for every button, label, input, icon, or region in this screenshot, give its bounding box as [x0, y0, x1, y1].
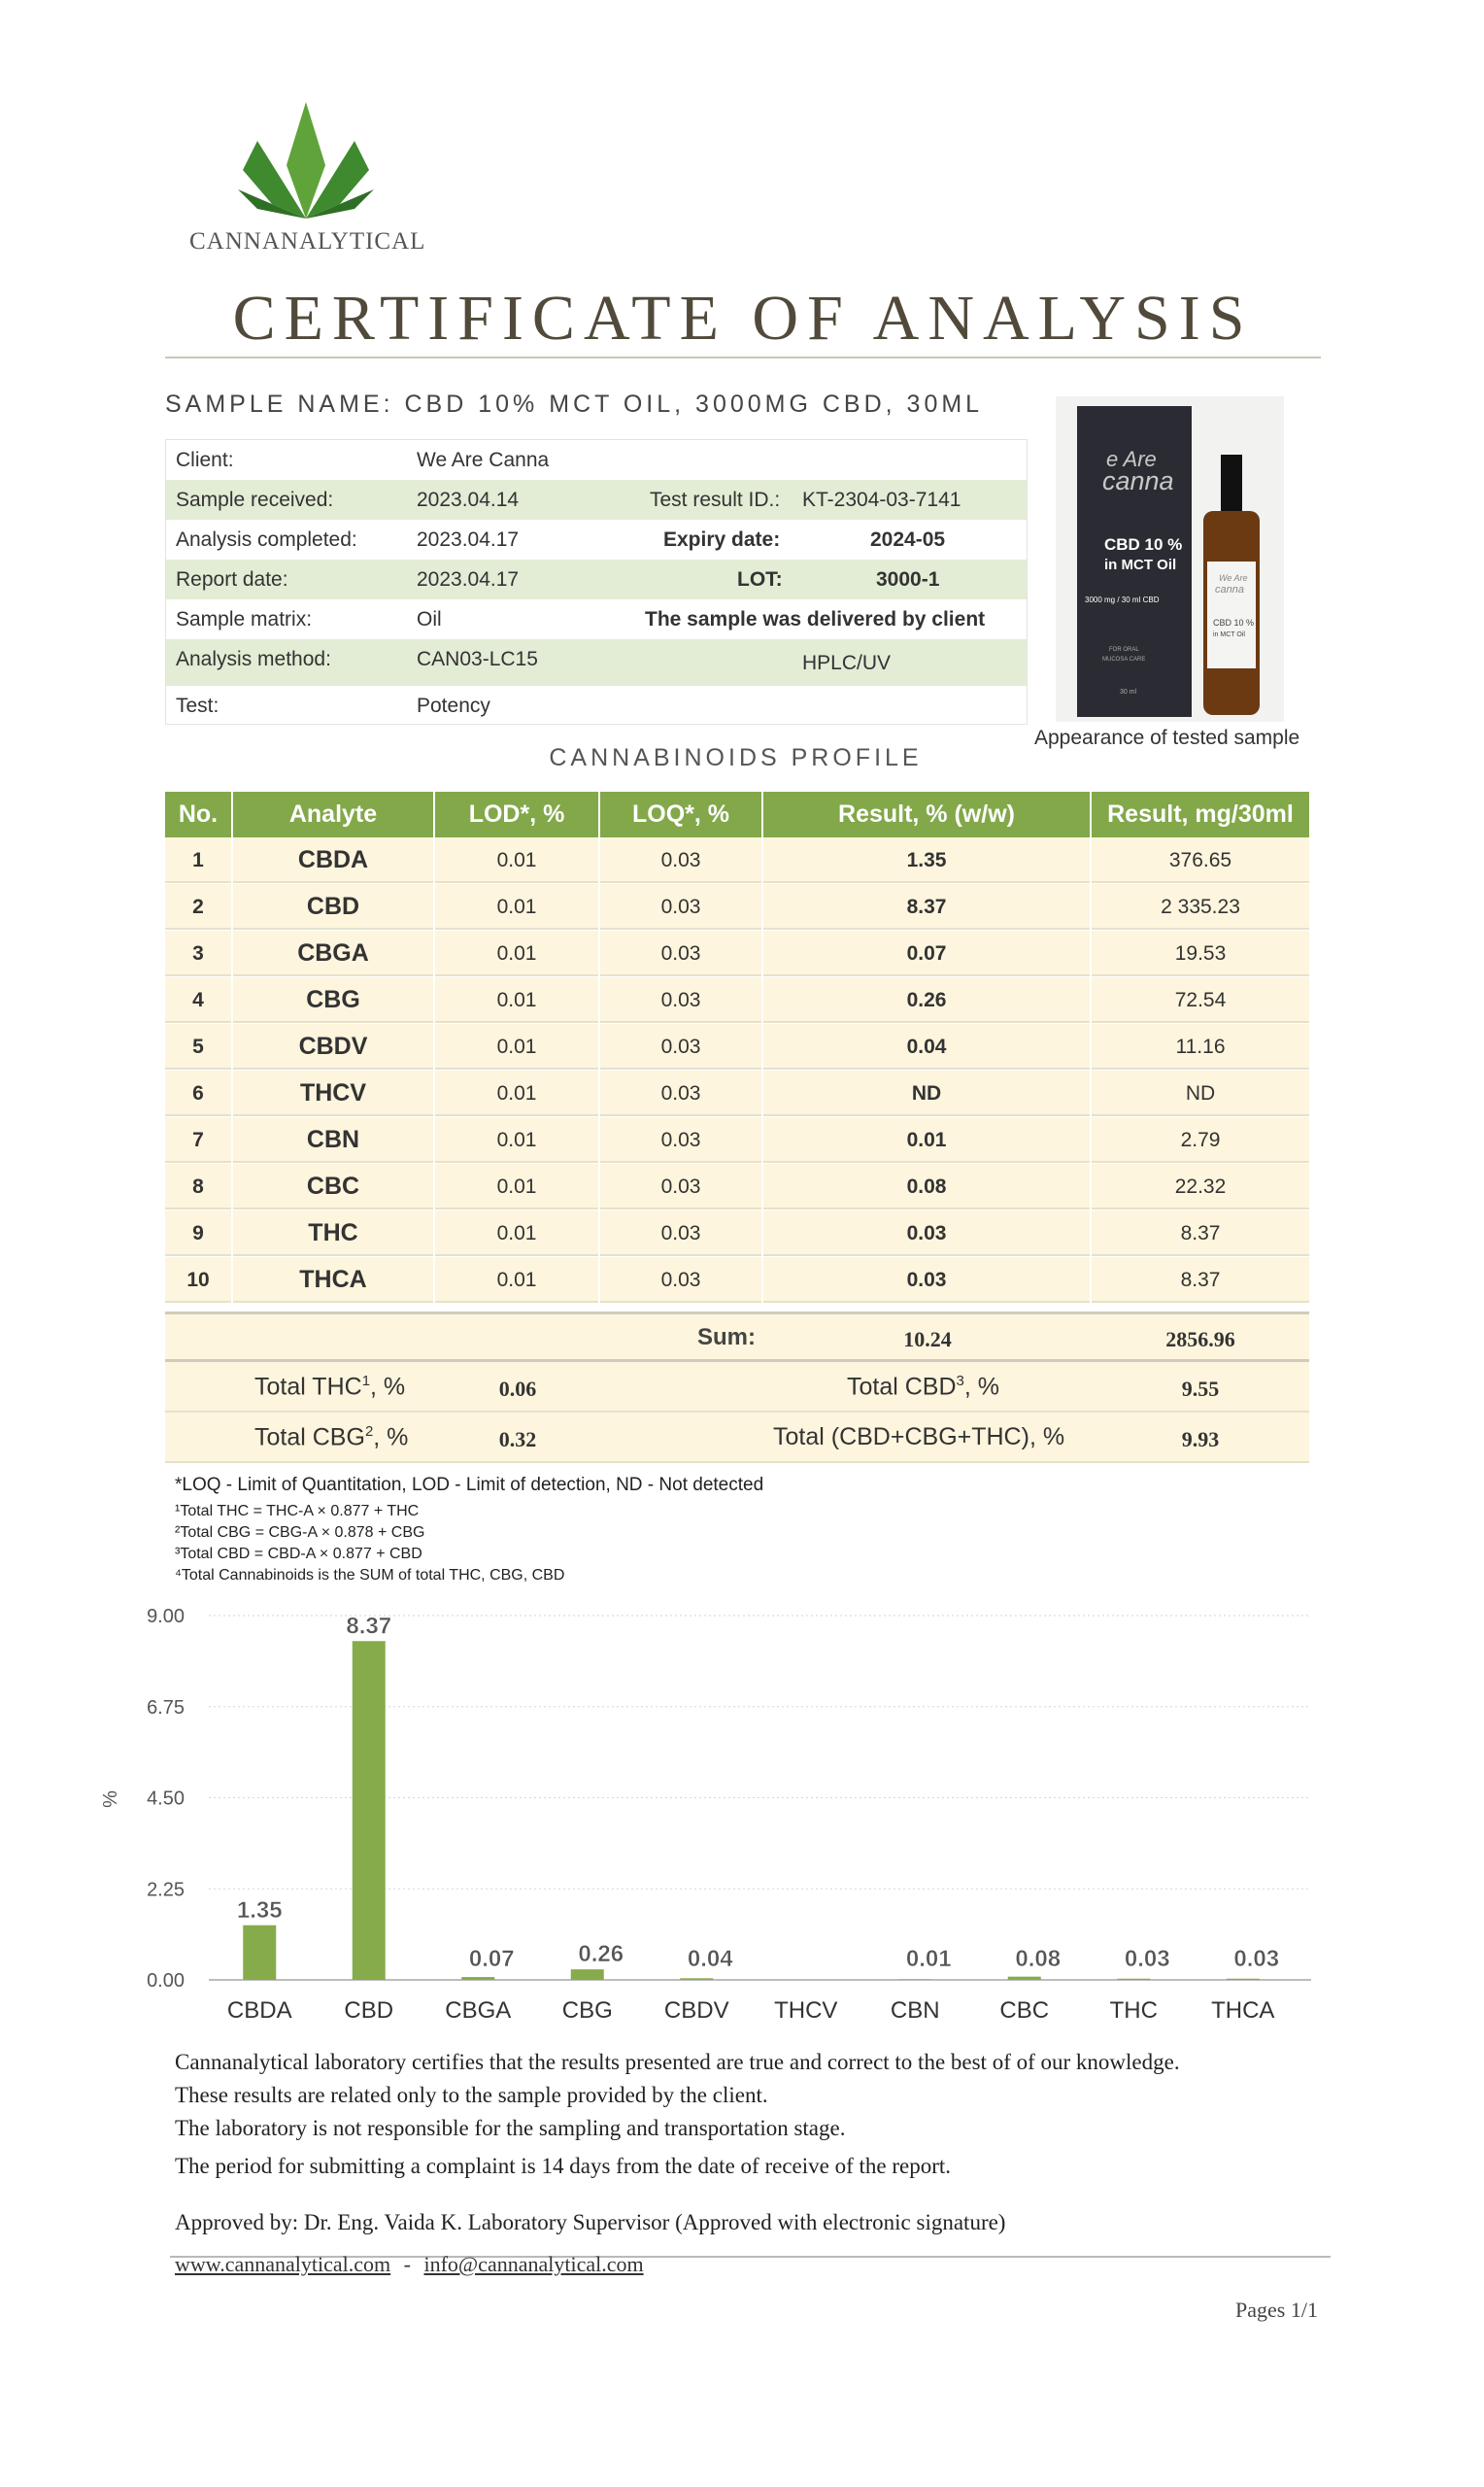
cell-pct: 1.35: [763, 837, 1092, 883]
cell-loq: 0.03: [600, 931, 763, 976]
cell-lod: 0.01: [435, 1071, 600, 1116]
y-tick-label: 9.00: [147, 1606, 185, 1627]
bar-value-label: 0.03: [1233, 1946, 1280, 1972]
bar: [353, 1641, 386, 1980]
header-lod: LOD*, %: [435, 792, 600, 837]
header-result-pct: Result, % (w/w): [763, 792, 1092, 837]
table-row: [165, 1117, 1309, 1163]
analysis-completed-label: Analysis completed:: [176, 528, 357, 551]
cell-analyte: CBG: [233, 977, 435, 1023]
cell-mg: 11.16: [1175, 1036, 1226, 1058]
test-id-label: Test result ID.:: [650, 489, 781, 511]
cell-mg: 376.65: [1168, 849, 1232, 871]
header-no: No.: [165, 792, 233, 837]
cell-analyte: CBC: [233, 1164, 435, 1209]
cell-no: 3: [165, 931, 233, 976]
cell-no: 7: [165, 1117, 233, 1163]
cell-pct: 0.26: [763, 977, 1092, 1023]
expiry-label: Expiry date:: [663, 528, 781, 551]
box-brand-line2: canna: [1102, 466, 1174, 495]
test-value: Potency: [417, 695, 490, 717]
cell-mg: 22.32: [1174, 1175, 1227, 1198]
cell-mg: 2.79: [1180, 1129, 1221, 1151]
bar-value-label: 0.03: [1124, 1946, 1170, 1972]
cell-lod: 0.01: [435, 1117, 600, 1163]
info-row-received: [166, 480, 1027, 520]
total-all-value: 9.93: [1181, 1427, 1220, 1451]
header-analyte: Analyte: [233, 792, 435, 837]
x-tick-label: CBG: [561, 1997, 613, 2024]
statement-line4: The period for submitting a complaint is 14 days from the date of receive of the report.: [175, 2154, 952, 2178]
table-header: [165, 792, 1309, 837]
total-thc-value: 0.06: [498, 1377, 537, 1401]
bar: [1008, 1977, 1041, 1980]
cell-lod: 0.01: [435, 1164, 600, 1209]
page-number: Pages 1/1: [1235, 2298, 1318, 2322]
cell-lod: 0.01: [435, 977, 600, 1023]
bar: [571, 1969, 604, 1980]
bottle-text-line2: in MCT Oil: [1213, 631, 1245, 638]
client-label: Client:: [176, 449, 234, 471]
bottle-brand-line2: canna: [1215, 584, 1244, 596]
cell-loq: 0.03: [600, 1117, 763, 1163]
footnote-2: ²Total CBG = CBG-A × 0.878 + CBG: [175, 1524, 425, 1541]
expiry-value: 2024-05: [870, 528, 946, 551]
cell-pct: 0.03: [763, 1257, 1092, 1303]
total-cbd-value: 9.55: [1181, 1377, 1220, 1401]
cell-no: 4: [165, 977, 233, 1023]
x-tick-label: CBGA: [445, 1997, 512, 2024]
bar: [243, 1925, 276, 1980]
bar: [680, 1978, 713, 1980]
total-cbd-label-text: Total CBD: [847, 1373, 957, 1401]
footnote-loq: *LOQ - Limit of Quantitation, LOD - Limit of detection, ND - Not detected: [175, 1475, 764, 1495]
table-row: [165, 1164, 1309, 1209]
sample-name: SAMPLE NAME: CBD 10% MCT OIL, 3000MG CBD, 30ML: [165, 391, 984, 418]
sum-pct: 10.24: [903, 1327, 952, 1351]
table-row: [165, 837, 1309, 883]
cell-pct: 0.07: [763, 931, 1092, 976]
box-text-line6: 30 ml: [1120, 689, 1137, 696]
x-tick-label: THCA: [1211, 1997, 1275, 2024]
link-separator: -: [403, 2252, 411, 2276]
document-title: CERTIFICATE OF ANALYSIS: [232, 283, 1254, 354]
cell-mg: 8.37: [1180, 1222, 1221, 1244]
cell-pct: 0.03: [763, 1210, 1092, 1256]
cell-lod: 0.01: [435, 1257, 600, 1303]
x-tick-label: CBDA: [226, 1997, 292, 2024]
cell-pct: ND: [763, 1071, 1092, 1116]
header-loq: LOQ*, %: [600, 792, 763, 837]
y-tick-label: 4.50: [147, 1788, 185, 1810]
cannabinoids-bar-chart: [87, 1593, 1331, 2040]
cell-loq: 0.03: [600, 977, 763, 1023]
total-cbg-unit: , %: [373, 1423, 409, 1451]
table-row: [165, 1024, 1309, 1070]
cell-no: 9: [165, 1210, 233, 1256]
email-link[interactable]: info@cannanalytical.com: [423, 2252, 644, 2276]
info-row-client: [166, 440, 1027, 480]
cell-no: 10: [165, 1257, 233, 1303]
method-label: Analysis method:: [176, 648, 331, 670]
y-tick-label: 2.25: [147, 1879, 185, 1901]
website-link[interactable]: www.cannanalytical.com: [175, 2252, 391, 2276]
cell-loq: 0.03: [600, 1164, 763, 1209]
footnote-3: ³Total CBD = CBD-A × 0.877 + CBD: [175, 1546, 422, 1562]
cell-loq: 0.03: [600, 1071, 763, 1116]
total-cbg-label: [254, 1423, 408, 1451]
company-logo: [189, 97, 426, 262]
table-row: [165, 884, 1309, 930]
cell-loq: 0.03: [600, 837, 763, 883]
total-thc-sup: 1: [361, 1373, 371, 1389]
report-date-value: 2023.04.17: [417, 568, 520, 591]
table-row: [165, 1257, 1309, 1303]
bar-value-label: 8.37: [346, 1613, 392, 1640]
cell-lod: 0.01: [435, 931, 600, 976]
matrix-value: Oil: [417, 608, 442, 630]
table-row: [165, 977, 1309, 1023]
total-thc-label: [254, 1373, 405, 1401]
bar-value-label: 0.01: [905, 1946, 952, 1972]
delivered-note: The sample was delivered by client: [645, 608, 986, 630]
cell-mg: 19.53: [1174, 942, 1227, 965]
x-tick-label: CBDV: [663, 1997, 729, 2024]
bar: [1117, 1979, 1150, 1980]
cell-analyte: CBN: [233, 1117, 435, 1163]
cannabis-leaf-icon: [238, 97, 374, 223]
cell-pct: 0.01: [763, 1117, 1092, 1163]
cell-analyte: CBDV: [233, 1024, 435, 1070]
box-text-line3: 3000 mg / 30 ml CBD: [1085, 596, 1160, 604]
x-tick-label: THC: [1109, 1997, 1158, 2024]
cell-no: 1: [165, 837, 233, 883]
dropper-cap: [1221, 455, 1242, 513]
total-cbd-sup: 3: [956, 1373, 964, 1389]
total-cbd-unit: , %: [963, 1373, 1000, 1401]
x-tick-label: CBC: [999, 1997, 1050, 2024]
table-row: [165, 931, 1309, 976]
cell-pct: 0.04: [763, 1024, 1092, 1070]
cell-mg: 8.37: [1180, 1269, 1221, 1291]
sum-row: [165, 1312, 1309, 1362]
lot-value: 3000-1: [876, 568, 940, 591]
x-tick-label: THCV: [774, 1997, 838, 2024]
cell-mg: 2 335.23: [1161, 896, 1240, 918]
cell-loq: 0.03: [600, 1210, 763, 1256]
total-row-thc-cbd: [165, 1362, 1309, 1413]
footer-links: [175, 2252, 644, 2277]
cell-loq: 0.03: [600, 1257, 763, 1303]
cell-analyte: CBGA: [233, 931, 435, 976]
cell-lod: 0.01: [435, 884, 600, 930]
info-row-matrix: [166, 599, 1027, 639]
y-tick-label: 6.75: [147, 1696, 185, 1719]
x-tick-label: CBN: [890, 1997, 940, 2024]
total-cbg-value: 0.32: [498, 1427, 537, 1451]
bar-value-label: 0.04: [687, 1946, 733, 1972]
profile-title: CANNABINOIDS PROFILE: [549, 744, 923, 771]
total-cbg-label-text: Total CBG: [254, 1423, 365, 1451]
total-cbg-sup: 2: [364, 1423, 374, 1440]
box-text-line1: CBD 10 %: [1104, 535, 1183, 554]
cell-analyte: THC: [233, 1210, 435, 1256]
bar-value-label: 0.07: [468, 1946, 515, 1972]
bar: [461, 1977, 494, 1980]
header-result-mg: Result, mg/30ml: [1107, 801, 1294, 828]
box-text-line4: FOR ORAL: [1109, 647, 1139, 653]
cell-analyte: CBD: [233, 884, 435, 930]
cell-loq: 0.03: [600, 1024, 763, 1070]
client-value: We Are Canna: [417, 449, 550, 471]
bottle-text-line1: CBD 10 %: [1213, 618, 1255, 628]
report-date-label: Report date:: [176, 568, 288, 591]
cell-lod: 0.01: [435, 1210, 600, 1256]
sum-mg: 2856.96: [1165, 1327, 1235, 1351]
cell-loq: 0.03: [600, 884, 763, 930]
footnote-4: ⁴Total Cannabinoids is the SUM of total THC, CBG, CBD: [175, 1567, 565, 1584]
cell-no: 6: [165, 1071, 233, 1116]
cell-analyte: CBDA: [233, 837, 435, 883]
table-row: [165, 1071, 1309, 1116]
info-row-test: [166, 686, 1027, 726]
method-type: HPLC/UV: [802, 652, 892, 674]
info-row-method: [166, 639, 1027, 686]
total-thc-label-text: Total THC: [254, 1373, 362, 1401]
received-label: Sample received:: [176, 489, 334, 511]
test-id-value: KT-2304-03-7141: [802, 489, 961, 511]
bar-value-label: 1.35: [236, 1896, 283, 1924]
sample-info-table: [165, 439, 1028, 725]
title-divider: [165, 357, 1321, 358]
cell-no: 2: [165, 884, 233, 930]
cell-pct: 8.37: [763, 884, 1092, 930]
product-caption: Appearance of tested sample: [1034, 727, 1300, 749]
cell-lod: 0.01: [435, 837, 600, 883]
cell-pct: 0.08: [763, 1164, 1092, 1209]
box-brand-line1: e Are: [1106, 447, 1157, 471]
statement-line3: The laboratory is not responsible for the sampling and transportation stage.: [175, 2116, 846, 2140]
total-thc-unit: , %: [370, 1373, 406, 1401]
box-text-line5: MUCOSA CARE: [1102, 657, 1146, 663]
box-text-line2: in MCT Oil: [1104, 557, 1177, 573]
test-label: Test:: [176, 695, 219, 717]
analysis-completed-value: 2023.04.17: [417, 528, 520, 551]
cell-no: 8: [165, 1164, 233, 1209]
info-row-analysis-completed: [166, 520, 1027, 560]
method-value: CAN03-LC15: [417, 648, 538, 670]
cell-mg: ND: [1185, 1082, 1216, 1105]
total-all-label: Total (CBD+CBG+THC), %: [773, 1423, 1065, 1450]
cell-analyte: THCV: [233, 1071, 435, 1116]
bar-value-label: 0.26: [578, 1941, 624, 1968]
sum-label: Sum:: [697, 1324, 756, 1350]
cell-lod: 0.01: [435, 1024, 600, 1070]
bar: [1227, 1979, 1260, 1980]
y-axis-label: %: [100, 1790, 121, 1808]
total-cbd-label: [847, 1373, 999, 1401]
total-row-cbg-all: [165, 1413, 1309, 1463]
cell-analyte: THCA: [233, 1257, 435, 1303]
product-photo: [1056, 396, 1284, 722]
statement-line2: These results are related only to the sample provided by the client.: [175, 2083, 768, 2107]
approved-by: Approved by: Dr. Eng. Vaida K. Laboratory Supervisor (Approved with electronic signature): [175, 2210, 1006, 2234]
footnote-1: ¹Total THC = THC-A × 0.877 + THC: [175, 1503, 420, 1519]
cell-no: 5: [165, 1024, 233, 1070]
info-row-report-date: [166, 560, 1027, 599]
bar-value-label: 0.08: [1015, 1946, 1062, 1972]
matrix-label: Sample matrix:: [176, 608, 313, 630]
x-tick-label: CBD: [344, 1997, 394, 2024]
received-value: 2023.04.14: [417, 489, 520, 511]
y-tick-label: 0.00: [147, 1970, 185, 1992]
lot-label: LOT:: [737, 568, 783, 591]
statement-line1: Cannanalytical laboratory certifies that the results presented are true and correct to the best of of our knowledge.: [175, 2050, 1180, 2074]
cell-mg: 72.54: [1174, 989, 1227, 1011]
table-row: [165, 1210, 1309, 1256]
bottle-brand-line1: We Are: [1219, 573, 1248, 583]
company-name: CANNANALYTICAL: [189, 228, 426, 255]
